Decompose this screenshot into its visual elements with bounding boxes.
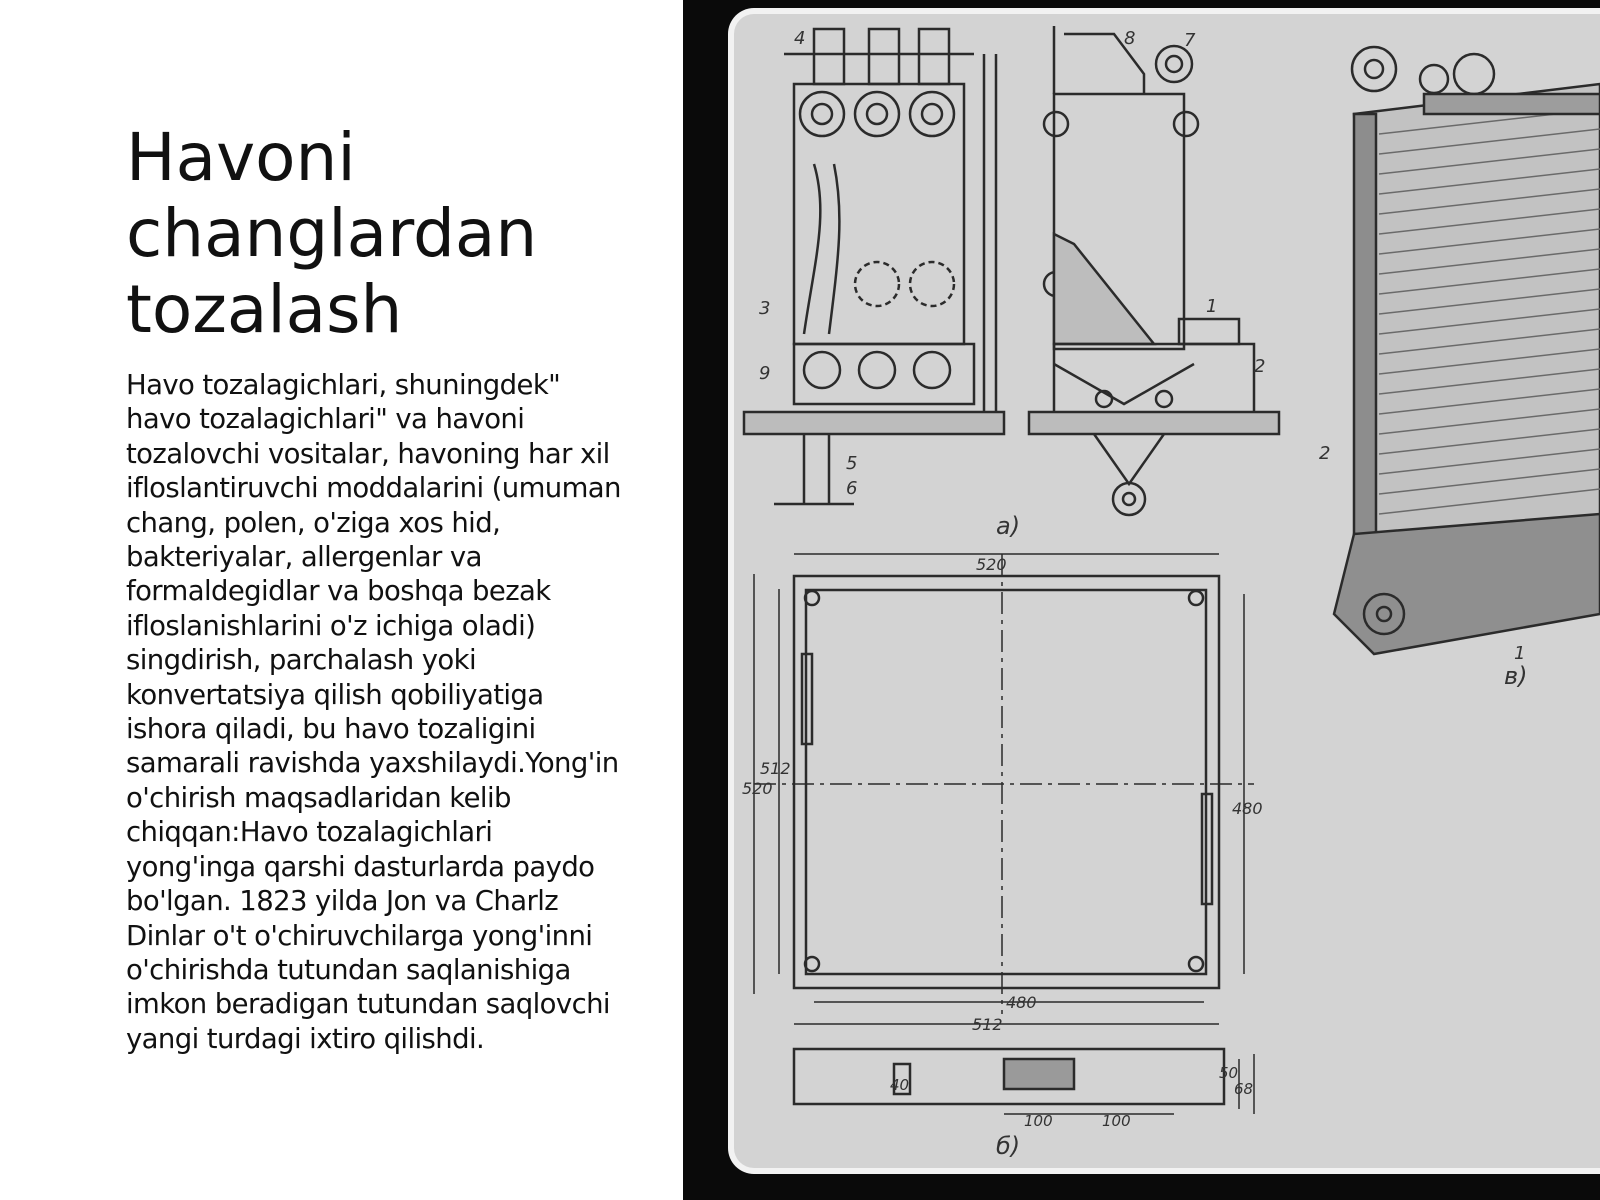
callout-1-a: 1 (1206, 296, 1218, 317)
filter-side-view (1029, 26, 1279, 515)
filter-frame-side (794, 1049, 1254, 1114)
dim-right-height: 480 (1232, 799, 1263, 818)
technical-drawing (728, 8, 1600, 1174)
callout-2-a: 2 (1254, 356, 1266, 377)
slide-title: Havoni changlardan tozalash (126, 119, 538, 348)
callout-1-v: 1 (1514, 643, 1526, 664)
label-b: б) (996, 1132, 1021, 1160)
dim-left-inner: 512 (760, 759, 791, 778)
callout-8: 8 (1124, 28, 1136, 49)
callout-3: 3 (759, 298, 771, 319)
dim-top-width: 520 (976, 555, 1007, 574)
dim-spacing-1: 100 (1024, 1112, 1053, 1130)
dim-side-50: 50 (1219, 1064, 1239, 1082)
dim-bottom-inner: 480 (1006, 993, 1037, 1012)
dim-left-outer: 520 (742, 779, 773, 798)
filter-perspective-view (1334, 47, 1600, 654)
filter-frame-plan (754, 554, 1254, 1024)
callout-4: 4 (794, 28, 806, 49)
label-v: в) (1504, 662, 1528, 690)
callout-7: 7 (1184, 30, 1196, 51)
slide-body-text: Havo tozalagichlari, shuningdek" havo tozalagichlari" va havoni tozalovchi vositalar, havoning har xil ifloslantiruvchi moddalarini (umuman chang, polen, o'ziga xos hid, bakteriyalar, allergenlar va formaldegidlar va boshqa bezak ifloslanishlarini o'z ichiga oladi) singdirish, parchalash yoki konvertatsiya qilish qobiliyatiga ishora qiladi, bu havo tozaligini samarali ravishda yaxshilaydi.Yong'in o'chirish maqsadlaridan kelib chiqqan:Havo tozalagichlari yong'inga qarshi dasturlarda paydo bo'lgan. 1823 yilda Jon va Charlz Dinlar o't o'chiruvchilarga yong'inni o'chirishda tutundan saqlanishiga imkon beradigan tutundan saqlovchi yangi turdagi ixtiro qilishdi. (126, 369, 621, 1055)
label-a: a) (996, 512, 1021, 540)
callout-2-v: 2 (1319, 443, 1331, 464)
dim-side-68: 68 (1234, 1080, 1254, 1098)
callout-5: 5 (846, 453, 858, 474)
dim-bottom-outer: 512 (972, 1015, 1003, 1034)
callout-9: 9 (759, 363, 771, 384)
callout-6: 6 (846, 478, 858, 499)
dim-side-40: 40 (890, 1076, 910, 1094)
filter-drawing-svg (734, 14, 1600, 1168)
filter-front-view (744, 29, 1004, 504)
dim-spacing-2: 100 (1102, 1112, 1131, 1130)
